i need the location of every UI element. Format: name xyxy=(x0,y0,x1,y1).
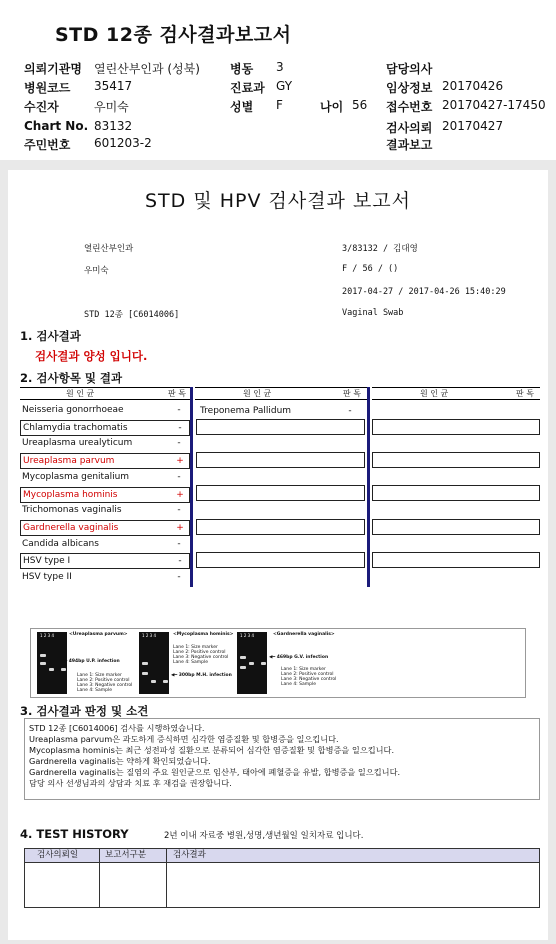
gel-title-3: <Gardnerella vaginalis> xyxy=(273,632,335,637)
history-header xyxy=(25,849,539,863)
col-header-1: 원 인 균 판 독 xyxy=(20,387,190,400)
item-row xyxy=(20,420,190,436)
column-divider xyxy=(190,387,193,587)
history-divider xyxy=(99,849,100,907)
empty-cell xyxy=(372,552,540,568)
item-row xyxy=(20,520,190,536)
empty-cell xyxy=(372,452,540,468)
gel-legend-1: Lane 1: Size marker Lane 2: Positive control Lane 3: Negative control Lane 4: Sample xyxy=(77,673,133,693)
section-history-heading: 4. TEST HISTORY xyxy=(20,827,129,841)
pathogen-result: - xyxy=(177,405,181,415)
field-chart-no: Chart No. 83132 xyxy=(24,119,133,133)
item-row xyxy=(20,403,188,417)
history-col-request-date: 검사의뢰일 xyxy=(37,850,79,860)
comment-line: Ureaplasma parvum은 과도하게 증식하면 심각한 염증질환 및 합병증을 일으킵니다. xyxy=(29,734,339,744)
section-items-heading: 2. 검사항목 및 결과 xyxy=(20,371,123,385)
pathogen-name: Ureaplasma parvum xyxy=(23,456,115,467)
report-dates: 2017-04-27 / 2017-04-26 15:40:29 xyxy=(342,287,506,297)
pathogen-result: + xyxy=(176,456,184,467)
col-header-2: 원 인 균 판 독 xyxy=(195,387,367,400)
pathogen-name: Candida albicans xyxy=(22,538,99,549)
field-patient: 수진자 우미숙 xyxy=(24,100,129,114)
item-row xyxy=(20,487,190,503)
comment-line: Gardnerella vaginalis는 질염의 주요 원인균으로 임산부, 태아에 폐혈증을 유발, 합병증을 일으킵니다. xyxy=(29,767,401,777)
pathogen-result: - xyxy=(177,538,181,549)
field-doctor: 담당의사 xyxy=(386,62,433,76)
history-col-result: 검사결과 xyxy=(173,850,206,860)
item-row xyxy=(20,453,190,469)
empty-cell xyxy=(196,452,365,468)
treponema-row: Treponema Pallidum - xyxy=(200,406,352,416)
field-sex: 성별 F xyxy=(230,98,283,114)
field-resident-no: 주민번호 601203-2 xyxy=(24,136,152,152)
report-page xyxy=(8,170,548,940)
history-table xyxy=(24,848,540,908)
field-request-date: 검사의뢰 20170427 xyxy=(386,119,504,135)
pathogen-name: Ureaplasma urealyticum xyxy=(22,438,133,449)
item-row xyxy=(20,436,188,450)
hospital-name: 열린산부인과 xyxy=(84,244,134,254)
col-header-3: 원 인 균 판 독 xyxy=(372,387,540,400)
pathogen-name: Mycoplasma genitalium xyxy=(22,471,130,482)
gel-legend-2: Lane 1: Size marker Lane 2: Positive control Lane 3: Negative control Lane 4: Sample xyxy=(173,645,229,665)
gel-electrophoresis-images xyxy=(30,628,526,698)
chart-doctor: 3/83132 / 김대영 xyxy=(342,244,418,254)
empty-cell xyxy=(196,485,365,501)
sex-age: F / 56 / () xyxy=(342,264,399,274)
pathogen-name: HSV type II xyxy=(22,572,72,582)
history-divider xyxy=(166,849,167,907)
history-note: 2년 이내 자료중 병원,성명,생년월일 일치자료 입니다. xyxy=(164,831,364,841)
field-ward: 병동 3 xyxy=(230,60,284,76)
pathogen-name: Mycoplasma hominis xyxy=(23,489,118,500)
section-results-heading: 1. 검사결과 xyxy=(20,329,81,343)
gel-image-1: 1 2 3 4 xyxy=(37,632,67,694)
test-code: STD 12종 [C6014006] xyxy=(84,310,180,320)
column-divider xyxy=(367,387,370,587)
pathogen-name: Chlamydia trachomatis xyxy=(23,422,128,433)
field-department: 진료과 GY xyxy=(230,79,293,95)
report-title: STD 및 HPV 검사결과 보고서 xyxy=(144,190,412,212)
pathogen-result: - xyxy=(177,572,181,582)
gel-image-2: 1 2 3 4 xyxy=(139,632,169,694)
empty-cell xyxy=(196,519,365,535)
gel-legend-3: Lane 1: Size marker Lane 2: Positive control Lane 3: Negative control Lane 4: Sample xyxy=(281,667,337,687)
pathogen-result: - xyxy=(177,505,181,516)
pathogen-result: + xyxy=(176,489,184,500)
pathogen-result: - xyxy=(178,556,182,567)
page-title: STD 12종 검사결과보고서 xyxy=(55,24,292,46)
field-clinical-info: 임상정보 20170426 xyxy=(386,79,504,95)
item-row xyxy=(20,470,188,484)
comment-line: 담당 의사 선생님과의 상담과 치료 후 재검을 권장합니다. xyxy=(29,778,232,788)
gel-band-1: ◀━ 494bp U.P. infection xyxy=(61,659,120,664)
empty-cell xyxy=(196,552,365,568)
empty-cell xyxy=(372,519,540,535)
pathogen-name: Gardnerella vaginalis xyxy=(23,522,119,533)
gel-band-2: ◀━ 300bp M.H. infection xyxy=(171,673,232,678)
gel-title-2: <Mycoplasma hominis> xyxy=(173,632,234,637)
pathogen-name: Trichomonas vaginalis xyxy=(22,505,122,516)
pathogen-result: - xyxy=(177,471,181,482)
comment-line: STD 12종 [C6014006] 검사를 시행하였습니다. xyxy=(29,723,205,733)
pathogen-name: HSV type I xyxy=(23,556,71,567)
pathogen-result: - xyxy=(178,422,182,433)
item-row xyxy=(20,570,188,584)
field-accession: 접수번호 20170427-17450 xyxy=(386,98,546,114)
pathogen-result: - xyxy=(177,438,181,449)
field-report-date: 결과보고 xyxy=(386,138,433,152)
pathogen-name: Neisseria gonorrhoeae xyxy=(22,405,124,415)
empty-cell xyxy=(196,419,365,435)
gel-band-3: ◀━ 469bp G.V. infection xyxy=(269,655,329,660)
field-hospital-code: 병원코드 35417 xyxy=(24,79,133,95)
comment-line: Mycoplasma hominis는 최근 성전파성 질환으로 분류되어 심각한 염증질환 및 합병증을 일으킵니다. xyxy=(29,745,395,755)
history-col-report-type: 보고서구분 xyxy=(105,850,147,860)
item-row xyxy=(20,553,190,569)
result-summary: 검사결과 양성 입니다. xyxy=(35,349,148,363)
gel-title-1: <Ureaplasma parvum> xyxy=(69,632,128,637)
item-row xyxy=(20,537,188,551)
gel-image-3: 1 2 3 4 xyxy=(237,632,267,694)
item-row xyxy=(20,503,188,517)
empty-cell xyxy=(372,419,540,435)
comment-line: Gardnerella vaginalis는 약하게 확인되었습니다. xyxy=(29,756,211,766)
patient-name: 우미숙 xyxy=(84,266,109,276)
pathogen-result: + xyxy=(176,522,184,533)
empty-cell xyxy=(372,485,540,501)
specimen: Vaginal Swab xyxy=(342,308,404,318)
field-age: 나이 56 xyxy=(320,98,368,114)
report-header xyxy=(0,0,556,160)
field-institution: 의뢰기관명 열린산부인과 (성북) xyxy=(24,62,200,76)
section-interpretation-heading: 3. 검사결과 판정 및 소견 xyxy=(20,704,149,718)
interpretation-box xyxy=(24,718,540,800)
